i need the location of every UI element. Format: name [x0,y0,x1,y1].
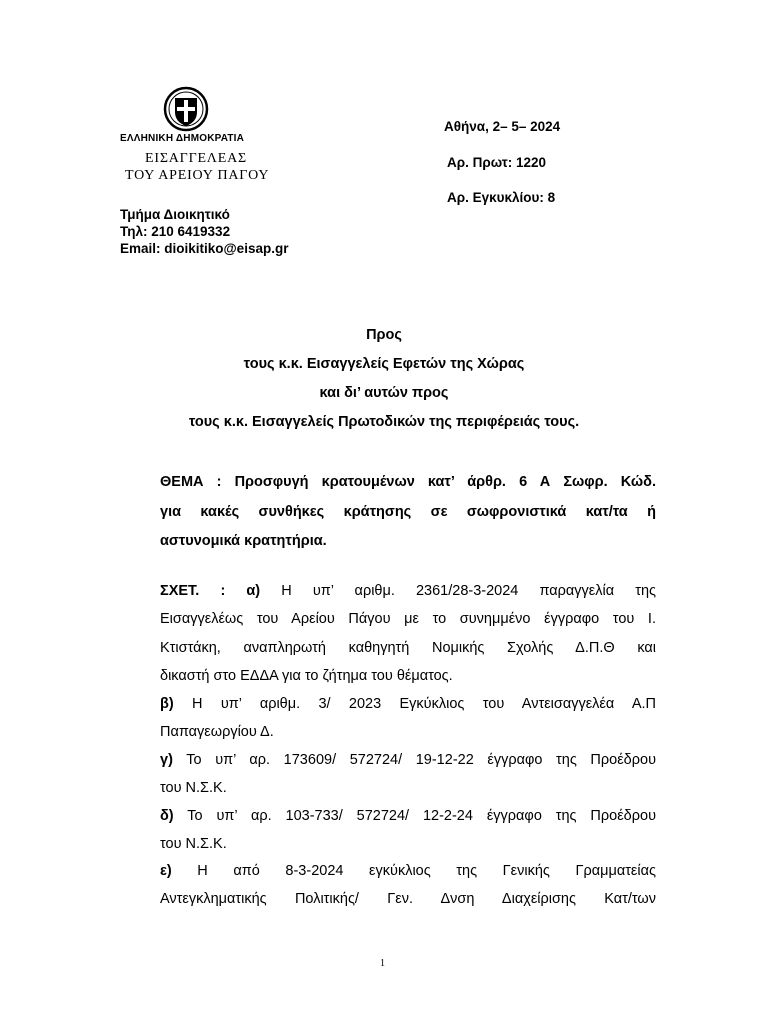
reference-e-line-1: ε) Η από 8-3-2024 εγκύκλιος της Γενικής Γραμματείας [160,863,656,879]
reference-d-line-1: δ) Το υπ’ αρ. 103-733/ 572724/ 12-2-24 έγγραφο της Προέδρου [160,808,656,824]
email-label: Email: dioikitiko@eisap.gr [120,241,289,256]
phone-label: Τηλ: 210 6419332 [120,224,231,239]
addressee-to: Προς [366,327,402,343]
addressee-line-1: τους κ.κ. Εισαγγελείς Εφετών της Χώρας [243,356,525,372]
reference-e-label: ε) [160,863,172,879]
reference-b-label: β) [160,696,174,712]
reference-c-line-1: γ) Το υπ’ αρ. 173609/ 572724/ 19-12-22 έγγραφο της Προέδρου [160,752,656,768]
document-date: Αθήνα, 2– 5– 2024 [444,119,561,134]
coat-of-arms-emblem [163,86,209,132]
subject-line-2: για κακές συνθήκες κράτησης σε σωφρονιστικά κατ/τα ή [160,504,656,520]
reference-d-label: δ) [160,808,174,824]
reference-b-line-2: Παπαγεωργίου Δ. [160,724,274,740]
department-label: Τμήμα Διοικητικό [120,207,230,222]
circular-number: Αρ. Εγκυκλίου: 8 [447,190,556,205]
reference-c-label: γ) [160,752,173,768]
reference-d-line-2: του Ν.Σ.Κ. [160,836,227,852]
addressee-line-3: τους κ.κ. Εισαγγελείς Πρωτοδικών της περιφέρειάς τους. [188,414,580,430]
office-line-1: ΕΙΣΑΓΓΕΛΕΑΣ [145,151,247,166]
page-number: 1 [380,958,385,969]
reference-e-line-2: Αντεγκληματικής Πολιτικής/ Γεν. Δνση Διαχείρισης Κατ/των [160,891,656,907]
subject-line-1: ΘΕΜΑ : Προσφυγή κρατουμένων κατ’ άρθρ. 6 Α Σωφρ. Κώδ. [160,474,656,490]
protocol-number: Αρ. Πρωτ: 1220 [447,155,547,170]
office-line-2: ΤΟΥ ΑΡΕΙΟΥ ΠΑΓΟΥ [125,168,270,183]
reference-b-line-1: β) Η υπ’ αριθμ. 3/ 2023 Εγκύκλιος του Αντεισαγγελέα Α.Π [160,696,656,712]
republic-label: ΕΛΛΗΝΙΚΗ ΔΗΜΟΚΡΑΤΙΑ [120,133,245,144]
reference-a-line-3: Κτιστάκη, αναπληρωτή καθηγητή Νομικής Σχολής Δ.Π.Θ και [160,640,656,656]
addressee-line-2: και δι’ αυτών προς [319,385,449,401]
reference-c-line-2: του Ν.Σ.Κ. [160,780,227,796]
subject-line-3: αστυνομικά κρατητήρια. [160,533,327,549]
reference-a-line-1: ΣΧΕΤ. : α) Η υπ’ αριθμ. 2361/28-3-2024 παραγγελία της [160,583,656,599]
reference-a-line-2: Εισαγγελέως του Αρείου Πάγου με το συνημμένο έγγραφο του Ι. [160,611,656,627]
reference-a-label: ΣΧΕΤ. : α) [160,583,261,599]
reference-a-line-4: δικαστή στο ΕΔΔΑ για το ζήτημα του θέματος. [160,668,453,684]
